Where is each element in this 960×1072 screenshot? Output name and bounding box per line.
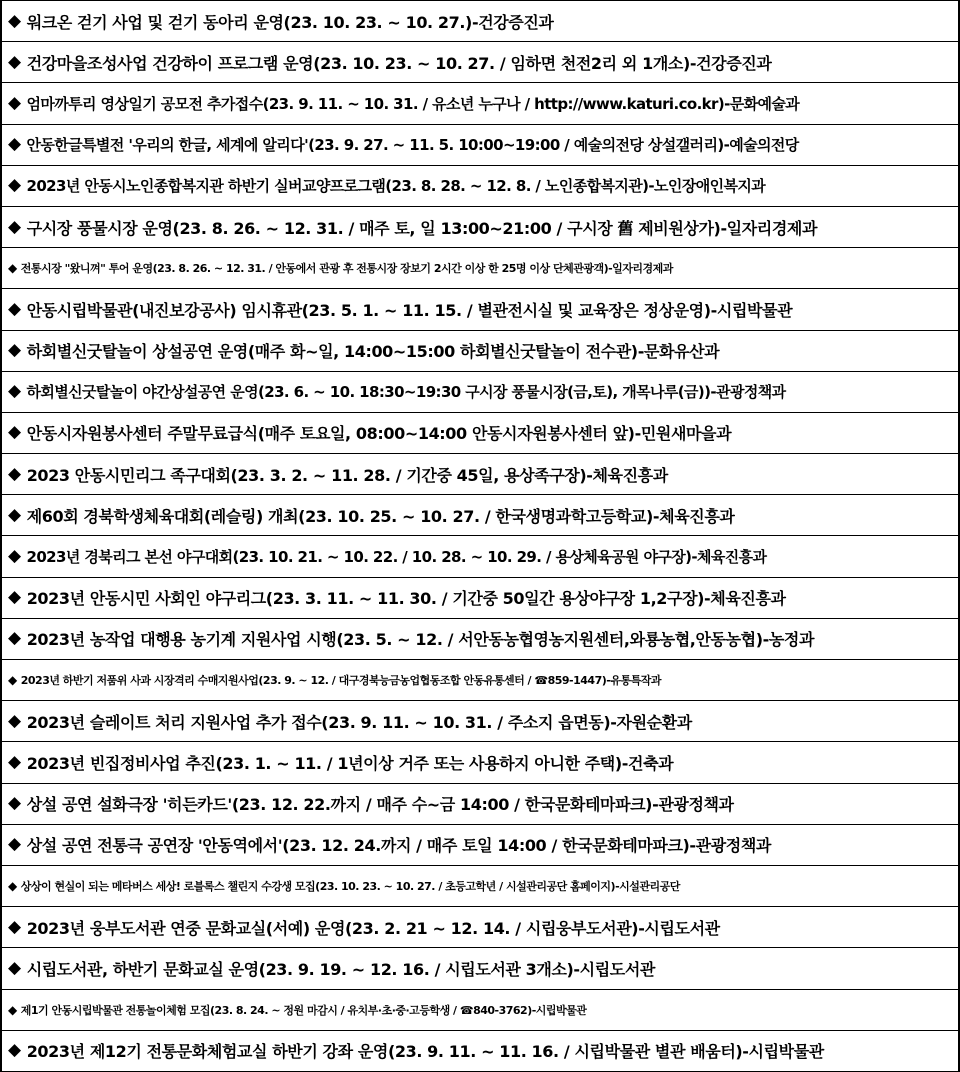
diamond-bullet-icon: ◆ <box>8 916 21 937</box>
diamond-bullet-icon: ◆ <box>8 1002 17 1017</box>
notice-text: 건강마을조성사업 건강하이 프로그램 운영(23. 10. 23. ~ 10. 27. / 임하면 천전2리 외 1개소)-건강증진과 <box>26 53 772 73</box>
notice-text: 제60회 경북학생체육대회(레슬링) 개최(23. 10. 25. ~ 10. 27. / 한국생명과학고등학교)-체육진흥과 <box>26 506 735 526</box>
diamond-bullet-icon: ◆ <box>8 261 17 276</box>
notice-item[interactable] <box>2 619 958 660</box>
notice-text: 2023년 농작업 대행용 농기계 지원사업 시행(23. 5. ~ 12. / 서안동농협영농지원센터,와룡농협,안동농협)-농정과 <box>26 630 815 650</box>
notice-text: 엄마까투리 영상일기 공모전 추가접수(23. 9. 11. ~ 10. 31. / 유소년 누구나 / http://www.katuri.co.kr)-문화예술과 <box>26 94 800 113</box>
diamond-bullet-icon: ◆ <box>8 10 21 31</box>
notice-text: 2023년 하반기 저품위 사과 시장격리 수매지원사업(23. 9. ~ 12. / 대구경북능금농업협동조합 안동유통센터 / ☎859-1447)-유통특작과 <box>20 674 661 688</box>
diamond-bullet-icon: ◆ <box>8 216 21 237</box>
notice-text: 시립도서관, 하반기 문화교실 운영(23. 9. 19. ~ 12. 16. / 시립도서관 3개소)-시립도서관 <box>26 959 655 979</box>
notice-item[interactable] <box>2 907 958 948</box>
diamond-bullet-icon: ◆ <box>8 51 21 72</box>
diamond-bullet-icon: ◆ <box>8 587 21 608</box>
diamond-bullet-icon: ◆ <box>8 546 21 567</box>
notice-text: 하회별신굿탈놀이 상설공연 운영(매주 화~일, 14:00~15:00 하회별신굿탈놀이 전수관)-문화유산과 <box>26 342 720 362</box>
notice-item[interactable] <box>2 495 958 536</box>
notice-item[interactable] <box>2 413 958 454</box>
diamond-bullet-icon: ◆ <box>8 710 21 731</box>
notice-item[interactable] <box>2 660 958 701</box>
notice-item[interactable] <box>2 289 958 330</box>
notice-text: 안동시자원봉사센터 주말무료급식(매주 토요일, 08:00~14:00 안동시자원봉사센터 앞)-민원새마을과 <box>26 424 732 444</box>
diamond-bullet-icon: ◆ <box>8 463 21 484</box>
diamond-bullet-icon: ◆ <box>8 879 17 894</box>
notice-item[interactable] <box>2 166 958 207</box>
notice-text: 워크온 걷기 사업 및 걷기 동아리 운영(23. 10. 23. ~ 10. 27.)-건강증진과 <box>26 12 554 32</box>
notice-text: 2023년 경북리그 본선 야구대회(23. 10. 21. ~ 10. 22. / 10. 28. ~ 10. 29. / 용상체육공원 야구장)-체육진흥과 <box>26 548 767 567</box>
notice-text: 안동한글특별전 '우리의 한글, 세계에 알리다'(23. 9. 27. ~ 11. 5. 10:00~19:00 / 예술의전당 상설갤러리)-예술의전당 <box>26 136 799 155</box>
notice-item[interactable] <box>2 125 958 166</box>
notice-item[interactable] <box>2 866 958 907</box>
diamond-bullet-icon: ◆ <box>8 381 21 402</box>
notice-item[interactable] <box>2 948 958 989</box>
notice-item[interactable] <box>2 372 958 413</box>
notice-text: 하회별신굿탈놀이 야간상설공연 운영(23. 6. ~ 10. 18:30~19:30 구시장 풍물시장(금,토), 개목나루(금))-관광정책과 <box>26 383 786 402</box>
diamond-bullet-icon: ◆ <box>8 422 21 443</box>
notice-item[interactable] <box>2 42 958 83</box>
diamond-bullet-icon: ◆ <box>8 793 21 814</box>
diamond-bullet-icon: ◆ <box>8 957 21 978</box>
diamond-bullet-icon: ◆ <box>8 1040 21 1061</box>
notice-text: 상상이 현실이 되는 메타버스 세상! 로블록스 챌린지 수강생 모집(23. 10. 23. ~ 10. 27. / 초등고학년 / 시설관리공단 홈페이지)-시설관리공단 <box>20 880 680 894</box>
notice-item[interactable] <box>2 331 958 372</box>
notice-text: 2023년 빈집정비사업 추진(23. 1. ~ 11. / 1년이상 거주 또는 사용하지 아니한 주택)-건축과 <box>26 753 674 773</box>
notice-item[interactable] <box>2 742 958 783</box>
notice-item[interactable] <box>2 536 958 577</box>
notice-text: 상설 공연 전통극 공연장 '안동역에서'(23. 12. 24.까지 / 매주 토일 14:00 / 한국문화테마파크)-관광정책과 <box>26 836 771 856</box>
diamond-bullet-icon: ◆ <box>8 134 21 155</box>
notice-text: 2023년 제12기 전통문화체험교실 하반기 강좌 운영(23. 9. 11. ~ 11. 16. / 시립박물관 별관 배움터)-시립박물관 <box>26 1042 824 1062</box>
diamond-bullet-icon: ◆ <box>8 504 21 525</box>
diamond-bullet-icon: ◆ <box>8 175 21 196</box>
notice-item[interactable] <box>2 825 958 866</box>
notice-text: 안동시립박물관(내진보강공사) 임시휴관(23. 5. 1. ~ 11. 15. / 별관전시실 및 교육장은 정상운영)-시립박물관 <box>26 300 793 320</box>
notice-item[interactable] <box>2 207 958 248</box>
notice-item[interactable] <box>2 248 958 289</box>
notice-text: 상설 공연 설화극장 '히든카드'(23. 12. 22.까지 / 매주 수~금 14:00 / 한국문화테마파크)-관광정책과 <box>26 795 734 815</box>
diamond-bullet-icon: ◆ <box>8 834 21 855</box>
notice-text: 전통시장 "왔니껴" 투어 운영(23. 8. 26. ~ 12. 31. / 안동에서 관광 후 전통시장 장보기 2시간 이상 한 25명 이상 단체관광객)-일자리경제과 <box>20 262 673 276</box>
diamond-bullet-icon: ◆ <box>8 298 21 319</box>
notice-item[interactable] <box>2 1031 958 1072</box>
notice-text: 2023년 안동시민 사회인 야구리그(23. 3. 11. ~ 11. 30. / 기간중 50일간 용상야구장 1,2구장)-체육진흥과 <box>26 589 786 609</box>
diamond-bullet-icon: ◆ <box>8 340 21 361</box>
notice-item[interactable] <box>2 454 958 495</box>
diamond-bullet-icon: ◆ <box>8 751 21 772</box>
notice-text: 2023년 웅부도서관 연중 문화교실(서예) 운영(23. 2. 21 ~ 12. 14. / 시립웅부도서관)-시립도서관 <box>26 918 720 938</box>
notice-item[interactable] <box>2 701 958 742</box>
notice-text: 2023 안동시민리그 족구대회(23. 3. 2. ~ 11. 28. / 기간중 45일, 용상족구장)-체육진흥과 <box>26 465 668 485</box>
notice-text: 제1기 안동시립박물관 전통놀이체험 모집(23. 8. 24. ~ 정원 마감시 / 유치부·초·중·고등학생 / ☎840-3762)-시립박물관 <box>20 1003 587 1017</box>
diamond-bullet-icon: ◆ <box>8 673 17 688</box>
diamond-bullet-icon: ◆ <box>8 92 21 113</box>
notice-item[interactable] <box>2 1 958 42</box>
notice-item[interactable] <box>2 83 958 124</box>
notice-text: 구시장 풍물시장 운영(23. 8. 26. ~ 12. 31. / 매주 토, 일 13:00~21:00 / 구시장 舊 제비원상가)-일자리경제과 <box>26 218 818 238</box>
diamond-bullet-icon: ◆ <box>8 628 21 649</box>
notice-text: 2023년 안동시노인종합복지관 하반기 실버교양프로그램(23. 8. 28. ~ 12. 8. / 노인종합복지관)-노인장애인복지과 <box>26 177 766 196</box>
notice-item[interactable] <box>2 990 958 1031</box>
notice-item[interactable] <box>2 578 958 619</box>
notice-item[interactable] <box>2 784 958 825</box>
notice-text: 2023년 슬레이트 처리 지원사업 추가 접수(23. 9. 11. ~ 10. 31. / 주소지 읍면동)-자원순환과 <box>26 712 692 732</box>
